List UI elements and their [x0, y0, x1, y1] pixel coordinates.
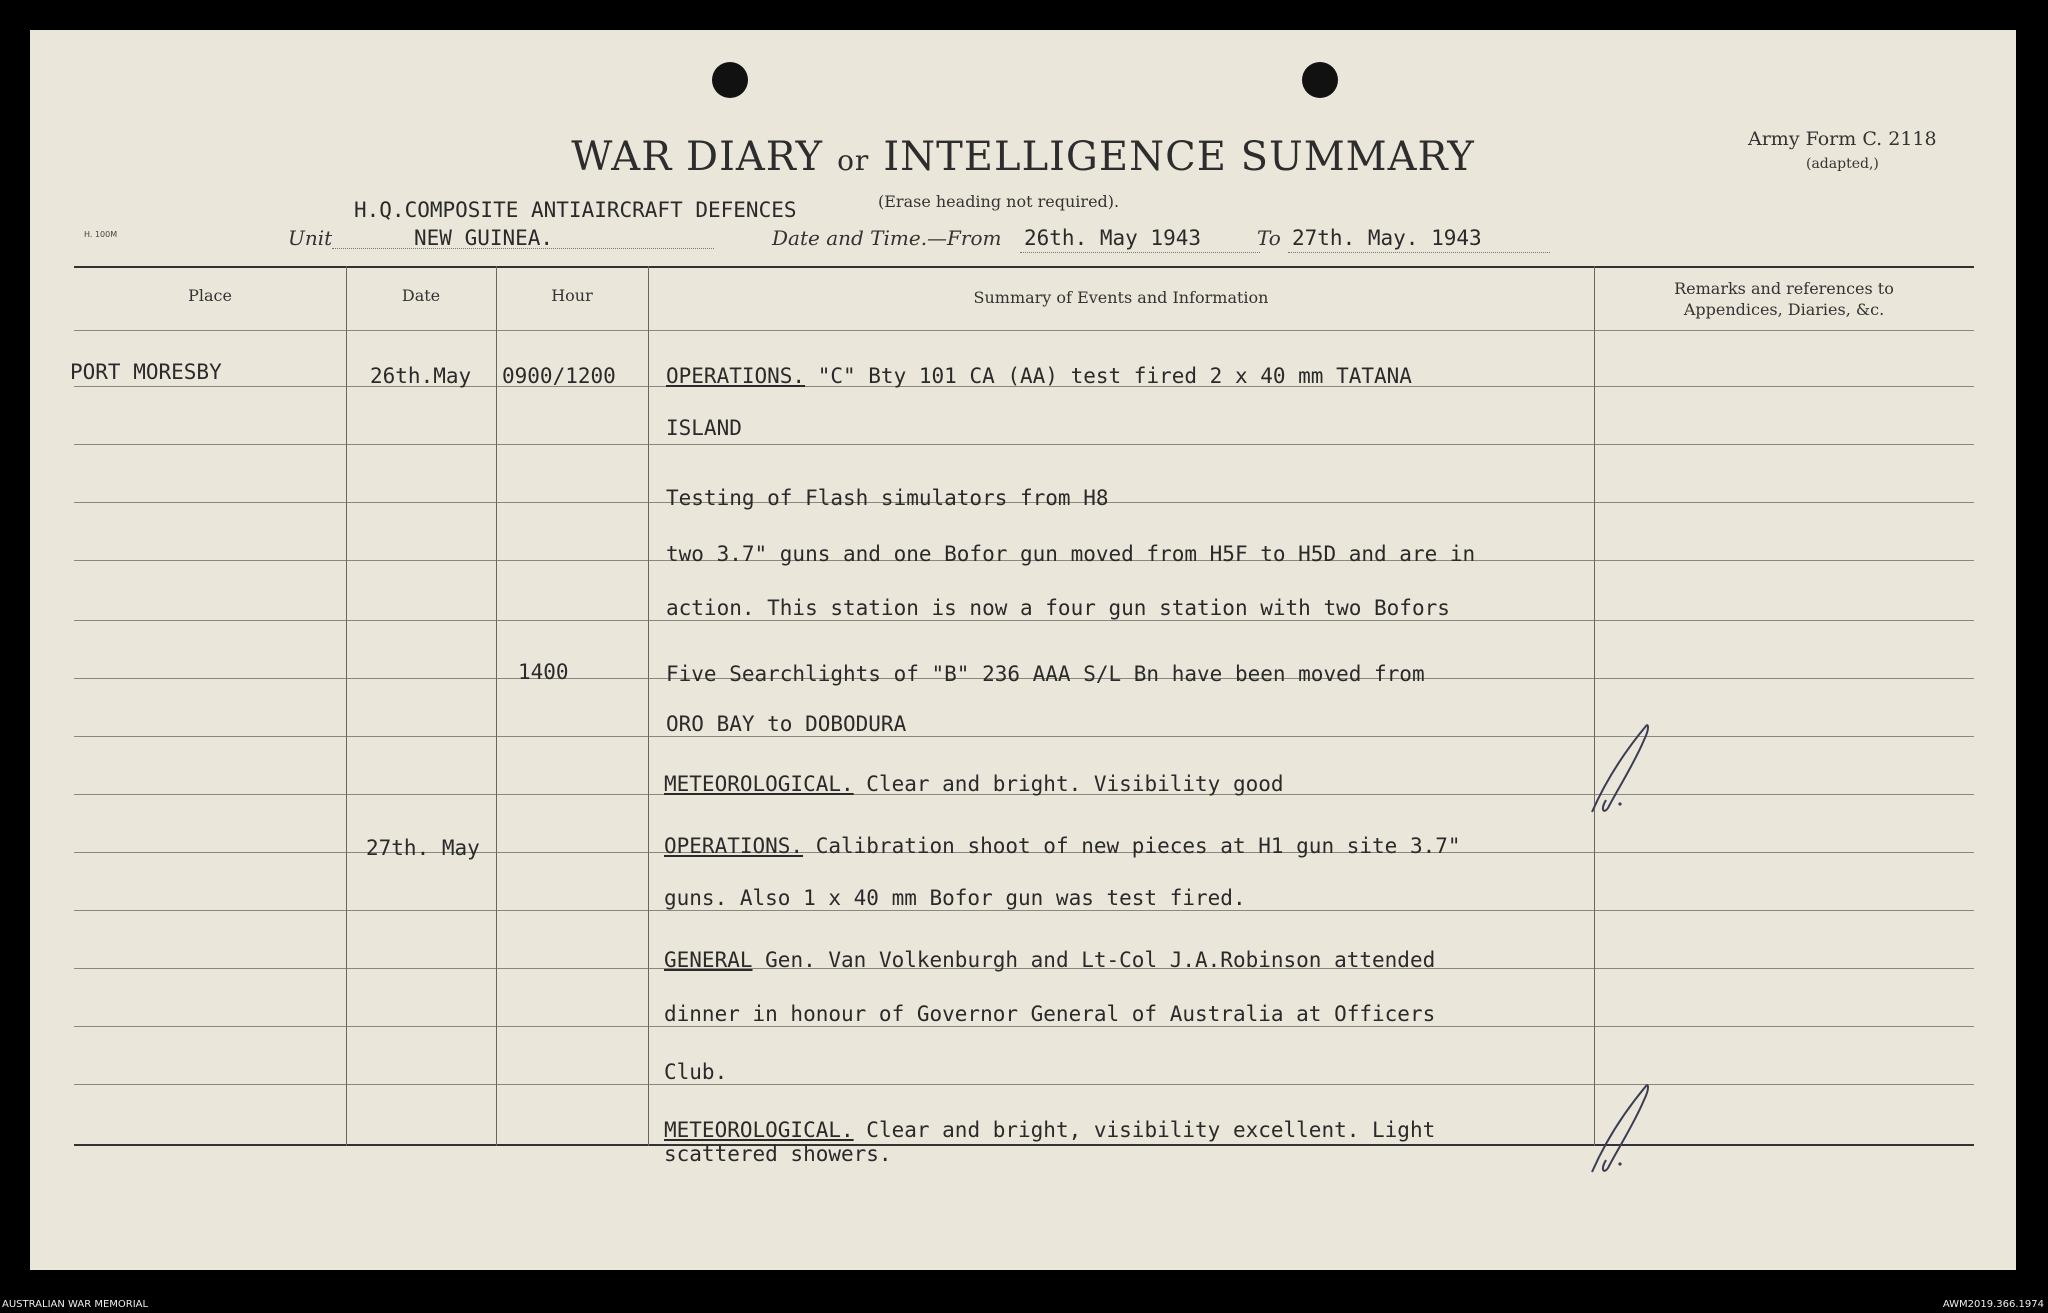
entry-line: Testing of Flash simulators from H8: [666, 486, 1109, 510]
entry-heading: GENERAL: [664, 948, 753, 972]
erase-heading-note: (Erase heading not required).: [878, 192, 1120, 211]
title-intelligence-summary: INTELLIGENCE SUMMARY: [883, 134, 1475, 180]
entry-place: PORT MORESBY: [70, 360, 222, 384]
entry-line: [664, 948, 1435, 972]
table-header-rule: [74, 330, 1974, 331]
date-to-value: 27th. May. 1943: [1292, 226, 1482, 250]
remarks-header-line2: Appendices, Diaries, &c.: [1683, 300, 1885, 319]
entry-line: Club.: [664, 1060, 728, 1084]
entry-line: two 3.7" guns and one Bofor gun moved from H5F to H5D and are in: [666, 542, 1476, 566]
army-form-number: Army Form C. 2118: [1748, 128, 1937, 150]
entry-line: guns. Also 1 x 40 mm Bofor gun was test fired.: [664, 886, 1246, 910]
title-or: or: [837, 144, 870, 177]
unit-label: Unit: [288, 226, 333, 250]
entry-heading: METEOROLOGICAL.: [664, 772, 854, 796]
unit-name-line2: NEW GUINEA.: [414, 226, 554, 250]
print-code: H. 100M: [84, 230, 118, 239]
entry-date: 26th.May: [370, 364, 472, 388]
column-header-place: Place: [188, 286, 232, 305]
remarks-header-line1: Remarks and references to: [1674, 279, 1894, 298]
entry-line: ISLAND: [666, 416, 742, 440]
column-divider-place: [346, 266, 347, 1146]
entry-line: ORO BAY to DOBODURA: [666, 712, 907, 736]
entry-heading: OPERATIONS.: [664, 834, 804, 858]
row-rule: [74, 444, 1974, 445]
row-rule: [74, 620, 1974, 621]
column-header-remarks: [1594, 278, 1974, 320]
column-divider-summary: [1594, 266, 1595, 1146]
date-from-value: 26th. May 1943: [1024, 226, 1202, 250]
date-to-label: To: [1257, 226, 1281, 250]
entry-line: [664, 834, 1461, 858]
entry-line: dinner in honour of Governor General of Australia at Officers: [664, 1002, 1436, 1026]
footer-source: AUSTRALIAN WAR MEMORIAL: [2, 1299, 149, 1310]
date-to-rule: [1288, 252, 1550, 253]
initials-mark-icon: [1586, 720, 1656, 820]
row-rule: [74, 736, 1974, 737]
row-rule: [74, 1084, 1974, 1085]
entry-line: [664, 772, 1284, 796]
column-header-hour: Hour: [551, 286, 593, 305]
row-rule: [74, 910, 1974, 911]
entry-hour: 0900/1200: [502, 364, 616, 388]
punch-hole-left: [712, 62, 748, 98]
column-divider-hour: [648, 266, 649, 1146]
table-top-rule: [74, 266, 1974, 268]
footer-accession-number: AWM2019.366.1974: [1942, 1299, 2044, 1310]
entry-line: [664, 1118, 1435, 1142]
war-diary-sheet: [30, 30, 2016, 1270]
punch-hole-right: [1302, 62, 1338, 98]
entry-heading: OPERATIONS.: [666, 364, 806, 388]
entry-line: scattered showers.: [664, 1142, 892, 1166]
form-title: [30, 134, 2016, 180]
date-time-label: Date and Time.—From: [772, 226, 1002, 250]
entry-text: "C" Bty 101 CA (AA) test fired 2 x 40 mm TATANA: [805, 364, 1412, 388]
entry-text: Calibration shoot of new pieces at H1 gun site 3.7": [803, 834, 1461, 858]
row-rule: [74, 1026, 1974, 1027]
column-header-date: Date: [401, 286, 441, 305]
entry-text: Clear and bright, visibility excellent. Light: [853, 1118, 1436, 1142]
entry-line: Five Searchlights of "B" 236 AAA S/L Bn have been moved from: [666, 662, 1425, 686]
column-header-summary: Summary of Events and Information: [973, 288, 1269, 307]
entry-text: Gen. Van Volkenburgh and Lt-Col J.A.Robinson attended: [752, 948, 1436, 972]
date-from-rule: [1020, 252, 1260, 253]
initials-mark-icon: [1586, 1080, 1656, 1180]
entry-line: [666, 364, 1412, 388]
entry-date: 27th. May: [366, 836, 480, 860]
table-bottom-rule: [74, 1144, 1974, 1146]
entry-hour: 1400: [518, 660, 569, 684]
unit-name-line1: H.Q.COMPOSITE ANTIAIRCRAFT DEFENCES: [354, 198, 797, 222]
army-form-adapted: (adapted,): [1806, 156, 1879, 172]
column-divider-date: [496, 266, 497, 1146]
entry-text: Clear and bright. Visibility good: [853, 772, 1284, 796]
entry-heading: METEOROLOGICAL.: [664, 1118, 854, 1142]
entry-line: action. This station is now a four gun station with two Bofors: [666, 596, 1450, 620]
title-war-diary: WAR DIARY: [571, 134, 824, 180]
